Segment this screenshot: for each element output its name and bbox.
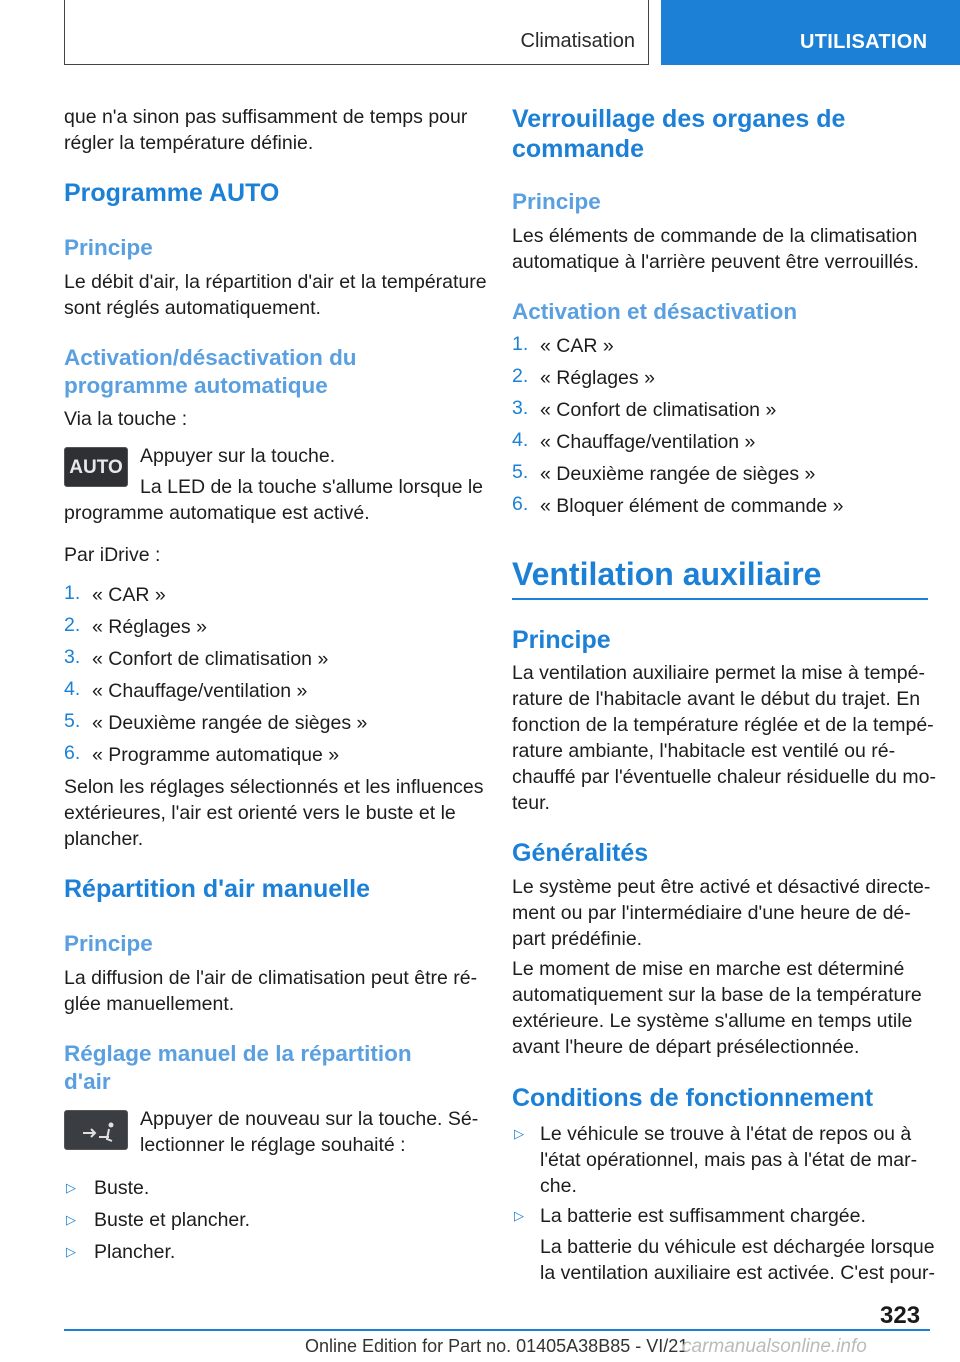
verrou-desc-line-2: automatique à l'arrière peuvent être verrouillés. — [512, 251, 919, 273]
right-step-3: « Confort de climatisation » — [540, 399, 777, 421]
left-step-num-1: 1. — [64, 582, 81, 604]
diffusion-line-2: glée manuellement. — [64, 993, 235, 1015]
activ-desactiv-heading: Activation et désactivation — [512, 299, 798, 324]
repartition-heading: Répartition d'air manuelle — [64, 875, 371, 903]
reglage-heading-line-2: d'air — [64, 1069, 111, 1094]
appuyer2-line-2: lectionner le réglage souhaité : — [140, 1134, 406, 1156]
right-step-num-6: 6. — [512, 493, 529, 515]
verrou-heading-line-1: Verrouillage des organes de — [512, 105, 846, 133]
vent-line-6: teur. — [512, 792, 550, 814]
footer-rule — [64, 1329, 930, 1331]
option-plancher: Plancher. — [94, 1241, 176, 1263]
triangle-bullet-icon: ▷ — [514, 1208, 524, 1223]
verrou-principe-heading: Principe — [512, 189, 601, 214]
gen-line-6: extérieure. Le système s'allume en temps utile — [512, 1010, 913, 1032]
right-step-num-1: 1. — [512, 333, 529, 355]
selon-line-3: plancher. — [64, 828, 144, 850]
auto-desc-line-1: Le débit d'air, la répartition d'air et la température — [64, 271, 487, 293]
gen-line-4: Le moment de mise en marche est déterminé — [512, 958, 905, 980]
verrou-desc-line-1: Les éléments de commande de la climatisation — [512, 225, 918, 247]
cond-1-line-2: l'état opérationnel, mais pas à l'état de mar- — [540, 1149, 918, 1171]
gen-line-5: automatiquement sur la base de la température — [512, 984, 922, 1006]
page-number: 323 — [880, 1302, 921, 1329]
left-step-3: « Confort de climatisation » — [92, 648, 329, 670]
airflow-key-icon — [64, 1110, 128, 1150]
vent-line-5: chauffé par l'éventuelle chaleur résiduelle du mo- — [512, 766, 936, 788]
led-line-1: La LED de la touche s'allume lorsque le — [140, 476, 484, 498]
left-step-2: « Réglages » — [92, 616, 207, 638]
via-touche: Via la touche : — [64, 408, 188, 430]
triangle-bullet-icon: ▷ — [66, 1212, 76, 1227]
left-step-4: « Chauffage/ventilation » — [92, 680, 308, 702]
footer-edition: Online Edition for Part no. 01405A38B85 - VI/21 — [305, 1336, 689, 1356]
left-step-num-4: 4. — [64, 678, 81, 700]
left-step-num-5: 5. — [64, 710, 81, 732]
header-section-title: Climatisation — [520, 30, 635, 52]
right-step-1: « CAR » — [540, 335, 614, 357]
auto-program-heading: Programme AUTO — [64, 179, 280, 207]
cond-2-line-2: La batterie du véhicule est déchargée lorsque — [540, 1236, 935, 1258]
header-tab: UTILISATION — [661, 0, 960, 65]
left-step-num-3: 3. — [64, 646, 81, 668]
gen-line-2: ment ou par l'intermédiaire d'une heure de dé- — [512, 902, 911, 924]
intro-line-2: régler la température définie. — [64, 132, 314, 154]
reglage-heading-line-1: Réglage manuel de la répartition — [64, 1041, 412, 1066]
auto-key-icon: AUTO — [64, 447, 128, 487]
verrou-heading-line-2: commande — [512, 135, 644, 163]
triangle-bullet-icon: ▷ — [66, 1180, 76, 1195]
left-step-num-2: 2. — [64, 614, 81, 636]
vent-line-4: rature ambiante, l'habitacle est ventilé ou ré- — [512, 740, 896, 762]
option-buste-plancher: Buste et plancher. — [94, 1209, 251, 1231]
left-step-5: « Deuxième rangée de sièges » — [92, 712, 368, 734]
cond-2-line-3: la ventilation auxiliaire est activée. C'est pour- — [540, 1262, 935, 1284]
principe-heading-2: Principe — [64, 931, 153, 956]
selon-line-1: Selon les réglages sélectionnés et les influences — [64, 776, 484, 798]
right-step-num-2: 2. — [512, 365, 529, 387]
principe-heading-1: Principe — [64, 235, 153, 260]
activation-heading-line-1: Activation/désactivation du — [64, 345, 357, 370]
right-step-2: « Réglages » — [540, 367, 655, 389]
led-line-2: programme automatique est activé. — [64, 502, 370, 524]
vent-line-2: rature de l'habitacle avant le début du trajet. En — [512, 688, 921, 710]
right-step-6: « Bloquer élément de commande » — [540, 495, 844, 517]
right-step-num-4: 4. — [512, 429, 529, 451]
appuyer-text: Appuyer sur la touche. — [140, 445, 336, 467]
activation-heading-line-2: programme automatique — [64, 373, 328, 398]
auto-desc-line-2: sont réglés automatiquement. — [64, 297, 321, 319]
generalites-heading: Généralités — [512, 839, 649, 867]
right-step-num-3: 3. — [512, 397, 529, 419]
section-divider — [512, 598, 928, 600]
triangle-bullet-icon: ▷ — [66, 1244, 76, 1259]
watermark: carmanualsonline.info — [682, 1336, 867, 1357]
option-buste: Buste. — [94, 1177, 150, 1199]
cond-2-line-1: La batterie est suffisamment chargée. — [540, 1205, 866, 1227]
selon-line-2: extérieures, l'air est orienté vers le buste et le — [64, 802, 456, 824]
gen-line-3: part prédéfinie. — [512, 928, 643, 950]
left-step-6: « Programme automatique » — [92, 744, 340, 766]
right-step-num-5: 5. — [512, 461, 529, 483]
left-step-num-6: 6. — [64, 742, 81, 764]
diffusion-line-1: La diffusion de l'air de climatisation peut être ré- — [64, 967, 478, 989]
appuyer2-line-1: Appuyer de nouveau sur la touche. Sé- — [140, 1108, 479, 1130]
gen-line-1: Le système peut être activé et désactivé directe- — [512, 876, 931, 898]
triangle-bullet-icon: ▷ — [514, 1126, 524, 1141]
vent-line-3: fonction de la température réglée et de la tempé- — [512, 714, 934, 736]
right-step-4: « Chauffage/ventilation » — [540, 431, 756, 453]
vent-line-1: La ventilation auxiliaire permet la mise à tempé- — [512, 662, 925, 684]
conditions-heading: Conditions de fonctionnement — [512, 1084, 874, 1112]
gen-line-7: avant l'heure de départ présélectionnée. — [512, 1036, 860, 1058]
cond-1-line-3: che. — [540, 1175, 577, 1197]
left-step-1: « CAR » — [92, 584, 166, 606]
right-step-5: « Deuxième rangée de sièges » — [540, 463, 816, 485]
ventilation-heading: Ventilation auxiliaire — [512, 556, 822, 592]
par-idrive: Par iDrive : — [64, 544, 161, 566]
intro-line-1: que n'a sinon pas suffisamment de temps pour — [64, 106, 468, 128]
ventilation-principe-heading: Principe — [512, 626, 611, 654]
cond-1-line-1: Le véhicule se trouve à l'état de repos ou à — [540, 1123, 912, 1145]
